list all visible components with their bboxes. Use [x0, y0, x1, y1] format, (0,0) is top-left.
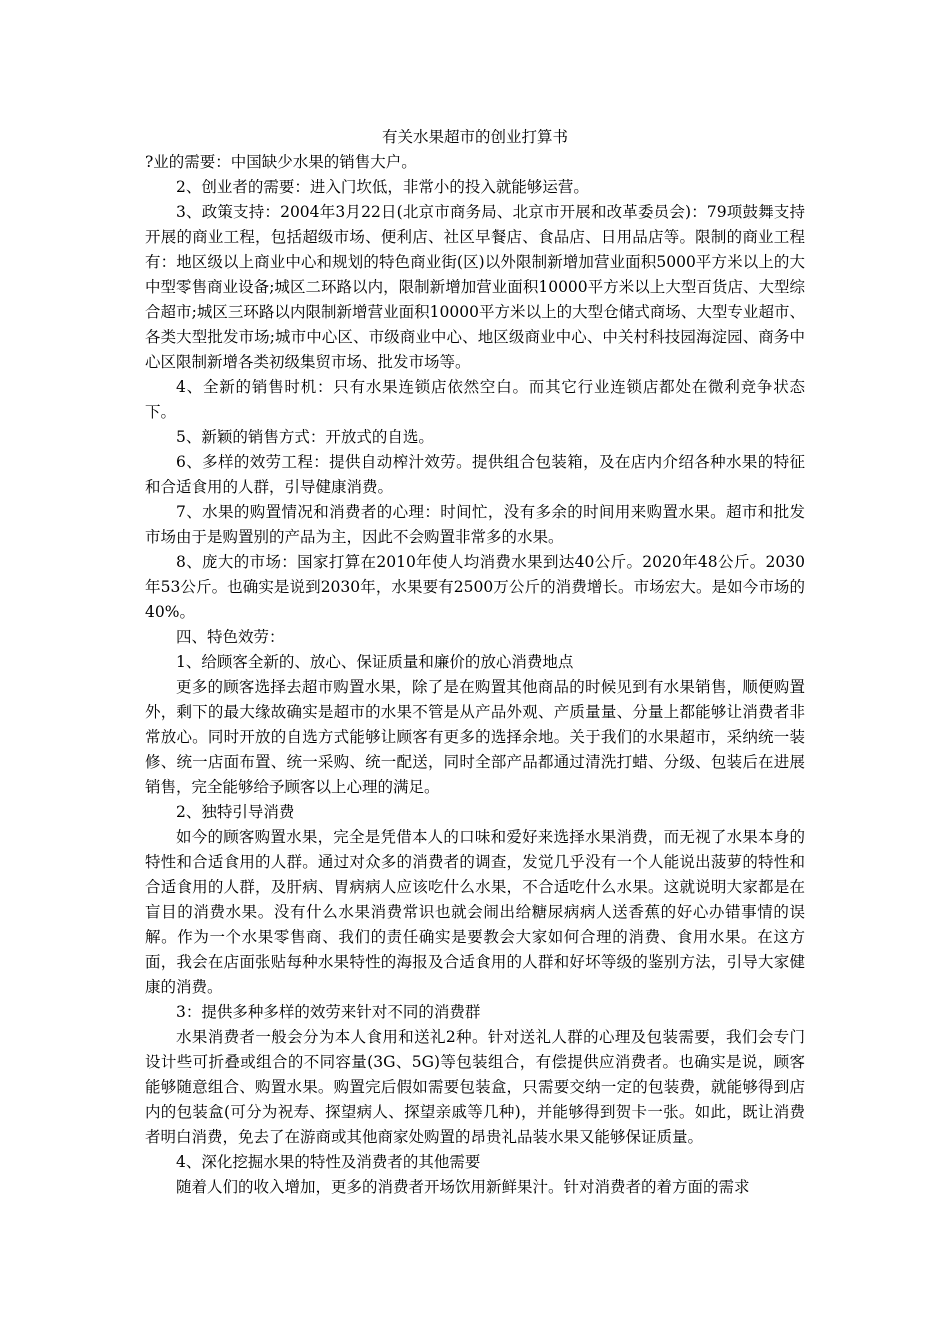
paragraph-sales-opportunity: 4、全新的销售时机：只有水果连锁店依然空白。而其它行业连锁店都处在微利竞争状态下。 — [145, 378, 805, 421]
subheading-trusted-venue: 1、给顾客全新的、放心、保证质量和廉价的放心消费地点 — [176, 653, 574, 671]
paragraph-trusted-venue: 更多的顾客选择去超市购置水果，除了是在购置其他商品的时候见到有水果销售，顺便购置外，剩下的最大缘故确实是超市的水果不管是从产品外观、产质量量、分量上都能够让消费者非常放心。同时开放的自选方式能够让顾客有更多的选择余地。关于我们的水果超市，采纳统一装修、统一店面布置、统一采购、统一配送，同时全部产品都通过清洗打蜡、分级、包装后在进展销售，完全能够给予顾客以上心理的满足。 — [145, 678, 805, 796]
paragraph-deeper-needs: 随着人们的收入增加，更多的消费者开场饮用新鲜果汁。针对消费者的着方面的需求 — [176, 1178, 750, 1196]
paragraph-services: 6、多样的效劳工程：提供自动榨汁效劳。提供组合包装箱，及在店内介绍各种水果的特征和合适食用的人群，引导健康消费。 — [145, 453, 805, 496]
paragraph-guided-consumption: 如今的顾客购置水果，完全是凭借本人的口味和爱好来选择水果消费，而无视了水果本身的特性和合适食用的人群。通过对众多的消费者的调查，发觉几乎没有一个人能说出菠萝的特性和合适食用的人群，及肝病、胃病病人应该吃什么水果，不合适吃什么水果。这就说明大家都是在盲目的消费水果。没有什么水果消费常识也就会闹出给糖尿病病人送香蕉的好心办错事情的误解。作为一个水果零售商、我们的责任确实是要教会大家如何合理的消费、食用水果。在这方面，我会在店面张贴每种水果特性的海报及合适食用的人群和好坏等级的鉴别方法，引导大家健康的消费。 — [145, 828, 805, 996]
section-heading-features: 四、特色效劳： — [176, 628, 285, 646]
subheading-diverse-services: 3：提供多种多样的效劳来针对不同的消费群 — [176, 1003, 481, 1021]
paragraph-diverse-services: 水果消费者一般会分为本人食用和送礼2种。针对送礼人群的心理及包装需要，我们会专门设计些可折叠或组合的不同容量(3G、5G)等包装组合，有偿提供应消费者。也确实是说，顾客能够随意组合、购置水果。购置完后假如需要包装盒，只需要交纳一定的包装费，就能够得到店内的包装盒(可分为祝寿、探望病人、探望亲戚等几种)，并能够得到贺卡一张。如此，既让消费者明白消费，免去了在游商或其他商家处购置的昂贵礼品装水果又能够保证质量。 — [145, 1028, 805, 1146]
document-title: 有关水果超市的创业打算书 — [381, 128, 568, 146]
paragraph-founder-need: 2、创业者的需要：进入门坎低，非常小的投入就能够运营。 — [176, 178, 589, 196]
paragraph-market-size: 8、庞大的市场：国家打算在2010年使人均消费水果到达40公斤。2020年48公斤。2030年53公斤。也确实是说到2030年，水果要有2500万公斤的消费增长。市场宏大。是如今市场的40%。 — [145, 553, 805, 621]
paragraph-industry-need: ?业的需要：中国缺少水果的销售大户。 — [145, 153, 417, 171]
subheading-deeper-needs: 4、深化挖掘水果的特性及消费者的其他需要 — [176, 1153, 481, 1171]
subheading-guided-consumption: 2、独特引导消费 — [176, 803, 295, 821]
paragraph-consumer-psychology: 7、水果的购置情况和消费者的心理：时间忙，没有多余的时间用来购置水果。超市和批发市场由于是购置别的产品为主，因此不会购置非常多的水果。 — [145, 503, 805, 546]
paragraph-sales-method: 5、新颖的销售方式：开放式的自选。 — [176, 428, 434, 446]
document-body — [145, 125, 805, 1200]
paragraph-policy-support: 3、政策支持：2004年3月22日(北京市商务局、北京市开展和改革委员会)：79项鼓舞支持开展的商业工程，包括超级市场、便利店、社区早餐店、食品店、日用品店等。限制的商业工程有：地区级以上商业中心和规划的特色商业街(区)以外限制新增加营业面积5000平方米以上的大中型零售商业设备;城区二环路以内，限制新增加营业面积10000平方米以上大型百货店、大型综合超市;城区三环路以内限制新增营业面积10000平方米以上的大型仓储式商场、大型专业超市、各类大型批发市场;城市中心区、市级商业中心、地区级商业中心、中关村科技园海淀园、商务中心区限制新增各类初级集贸市场、批发市场等。 — [145, 203, 805, 371]
